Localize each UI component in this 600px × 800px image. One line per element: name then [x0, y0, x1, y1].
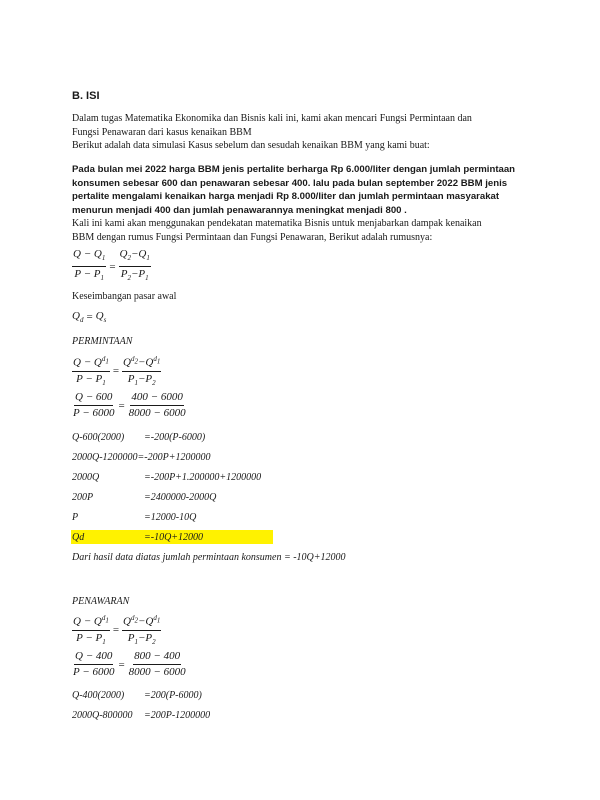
- fraction: $\frac{Q^{d_2}-Q^{d_1}}{P_1-P_2}$: [123, 355, 161, 387]
- supply-formula: $\frac{Q - Q^{d_1}}{P - P_1}$ = $\frac{Q^{d_2}-Q^{d_1}}{P_1-P_2}$: [72, 612, 161, 649]
- case-line: menurun menjadi 400 dan jumlah penawarannya meningkat menjadi 800 .: [72, 204, 407, 216]
- equilibrium-label: Keseimbangan pasar awal: [72, 291, 177, 302]
- intro-line: Dalam tugas Matematika Ekonomika dan Bisnis kali ini, kami akan mencari Fungsi Permintaan dan: [72, 113, 472, 124]
- fraction: $\frac{Q - Q_1}{P - P_1}$: [73, 248, 106, 283]
- demand-title: PERMINTAAN: [72, 336, 133, 347]
- demand-substitution: $\frac{Q - 600}{P - 6000}$ = $\frac{400 - 6000}{8000 - 6000}$: [73, 391, 186, 419]
- section-heading: B. ISI: [72, 90, 100, 102]
- demand-step: Q-600(2000) =-200(P-6000): [72, 432, 206, 443]
- supply-step: Q-400(2000) =200(P-6000): [72, 690, 202, 701]
- fraction: $\frac{Q - Q^{d_1}}{P - P_1}$: [73, 355, 109, 387]
- case-line: konsumen sebesar 600 dan penawaran sebesar 400. lalu pada bulan september 2022 BBM jenis: [72, 177, 508, 189]
- equals-sign: =: [109, 260, 116, 273]
- fraction: $\frac{Q_2-Q_1}{P_2-P_1}$: [119, 248, 150, 283]
- case-line: Pada bulan mei 2022 harga BBM jenis pertalite berharga Rp 6.000/liter dengan jumlah permintaan: [72, 164, 516, 175]
- intro-paragraph: [72, 112, 542, 153]
- demand-conclusion: Dari hasil data diatas jumlah permintaan konsumen = -10Q+12000: [72, 552, 346, 563]
- fraction: $\frac{Q - Q^{d_1}}{P - P_1}$: [73, 614, 109, 646]
- intro-line: Berikut adalah data simulasi Kasus sebelum dan sesudah kenaikan BBM yang kami buat:: [72, 140, 430, 151]
- supply-title: PENAWARAN: [72, 596, 130, 607]
- method-line: BBM dengan rumus Fungsi Permintaan dan Fungsi Penawaran, Berikut adalah rumusnya:: [72, 231, 433, 243]
- demand-step: 2000Q =-200P+1.200000+1200000: [72, 472, 262, 483]
- method-line: Kali ini kami akan menggunakan pendekatan matematika Bisnis untuk menjabarkan dampak kenaikan: [72, 218, 482, 229]
- demand-step: 2000Q-1200000=-200P+1200000: [72, 452, 211, 463]
- supply-step: 2000Q-800000 =200P-1200000: [72, 710, 211, 721]
- supply-substitution: $\frac{Q - 400}{P - 6000}$ = $\frac{800 - 400}{8000 - 6000}$: [73, 650, 186, 678]
- demand-step: P =12000-10Q: [72, 512, 197, 523]
- equilibrium-equation: $Q_d$ = $Q_s$: [72, 310, 107, 325]
- demand-formula: $\frac{Q - Q^{d_1}}{P - P_1}$ = $\frac{Q^{d_2}-Q^{d_1}}{P_1-P_2}$: [72, 353, 161, 390]
- case-paragraph: [72, 163, 542, 217]
- fraction: $\frac{Q^{d_2}-Q^{d_1}}{P_1-P_2}$: [123, 614, 161, 646]
- intro-line: Fungsi Penawaran dari kasus kenaikan BBM: [72, 126, 252, 138]
- formula-general: [72, 248, 151, 285]
- demand-step: 200P =2400000-2000Q: [72, 492, 217, 503]
- method-paragraph: [72, 217, 542, 244]
- demand-result: Qd =-10Q+12000: [72, 532, 204, 543]
- case-line: pertalite mengalami kenaikan harga menjadi Rp 8.000/liter dan jumlah permintaan masyarakat: [72, 191, 500, 202]
